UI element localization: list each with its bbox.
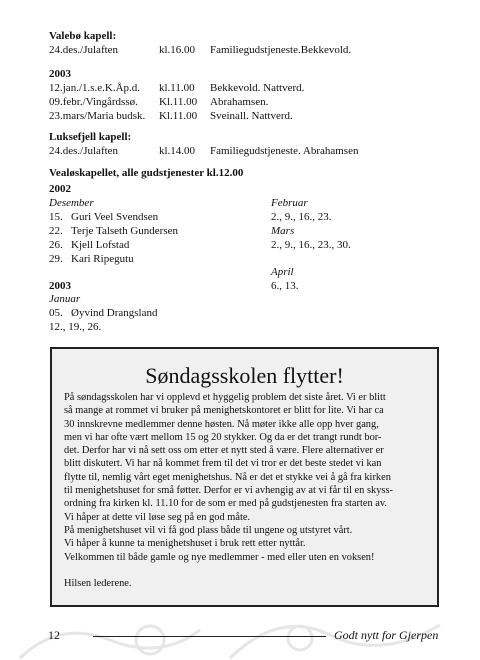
month-label: April <box>271 266 294 278</box>
date-list: 12., 19., 26. <box>49 321 102 333</box>
service-date: 24.des./Julaften <box>49 145 119 157</box>
article-line: På menighetshuset vil vi få god plass både til ungene og utstyret vårt. <box>64 524 353 536</box>
article-line: Vi håper at dette vil løse seg på en god måte. <box>64 511 251 523</box>
person-name: Øyvind Drangsland <box>71 307 158 319</box>
service-time: Kl.11.00 <box>159 110 198 122</box>
article-line: På søndagsskolen har vi opplevd et hyggelig problem det siste året. Vi er blitt <box>64 392 386 403</box>
article-line <box>64 564 434 577</box>
schedule-row <box>49 95 469 109</box>
page-number: 12 <box>48 628 60 642</box>
list-item <box>49 306 259 320</box>
service-date: 24.des./Julaften <box>49 44 119 56</box>
schedule-row <box>49 144 469 158</box>
list-item <box>49 224 259 238</box>
schedule-row <box>49 109 469 123</box>
day-number: 22. <box>49 225 63 237</box>
date-list: 2., 9., 16., 23., 30. <box>271 239 351 251</box>
service-date: 23.mars/Maria budsk. <box>49 110 146 122</box>
list-item <box>49 238 259 252</box>
luksefjell-heading: Luksefjell kapell: <box>49 131 132 143</box>
article-signoff: Hilsen lederene. <box>64 578 132 590</box>
article-line: blitt diskutert. Vi har nå kommet frem til det vi tror er det beste stedet vi kan <box>64 458 382 470</box>
valebo-heading: Valebø kapell: <box>49 30 117 42</box>
article-line: 30 innskrevne medlemmer denne høsten. Nå møter ikke alle opp hver gang, <box>64 418 379 430</box>
service-time: kl.14.00 <box>159 145 196 157</box>
person-name: Kari Ripegutu <box>71 253 134 265</box>
day-number: 29. <box>49 253 63 265</box>
day-number: 05. <box>49 307 63 319</box>
schedule-row <box>49 43 469 57</box>
article-line: det. Derfor har vi nå sett oss om etter et nytt sted å være. Flere alternativer er <box>64 445 384 457</box>
month-label: Januar <box>49 293 81 305</box>
service-description: Bekkevold. Nattverd. <box>210 82 305 94</box>
service-time: Kl.11.00 <box>159 96 198 108</box>
article-body <box>64 391 434 590</box>
schedule-row <box>49 81 469 95</box>
article-line: ordning fra kirken kl. 11.10 for de som er med på gudstjenesten fra starten av. <box>64 498 387 510</box>
month-label: Februar <box>271 197 308 209</box>
service-description: Familiegudstjeneste.Bekkevold. <box>210 44 352 56</box>
year-heading: 2003 <box>49 68 71 80</box>
article-line: flytte til, nemlig vårt eget menighetshus. Nå er det et stykke vei å gå fra kirken <box>64 471 391 483</box>
day-number: 26. <box>49 239 63 251</box>
article-line: så mange at rommet vi bruker på menighetskontoret er blitt for lite. Vi har ca <box>64 405 384 417</box>
day-number: 15. <box>49 211 63 223</box>
article-line: men vi har ofte vært mellom 15 og 20 stykker. Og da er det trangt rundt bor- <box>64 431 382 443</box>
publication-name: Godt nytt for Gjerpen <box>334 628 439 642</box>
service-description: Familiegudstjeneste. Abrahamsen <box>210 145 359 157</box>
article-line: til menighetshuset for små føtter. Derfor er vi avhengig av at vi får til en skyss- <box>64 485 393 497</box>
article-title: Søndagsskolen flytter! <box>145 363 344 388</box>
service-date: 12.jan./1.s.e.K.Åp.d. <box>49 82 141 94</box>
vealos-heading: Vealøskapellet, alle gudstjenester kl.12.00 <box>49 167 244 179</box>
footer-divider <box>93 636 326 637</box>
service-date: 09.febr./Vingårdssø. <box>49 96 138 108</box>
date-list: 6., 13. <box>271 280 299 292</box>
article-line: Vi håper å kunne ta menighetshuset i bruk rett etter nyttår. <box>64 538 306 550</box>
list-item <box>49 210 259 224</box>
person-name: Kjell Lofstad <box>71 239 130 251</box>
month-label: Desember <box>49 197 94 209</box>
service-description: Sveinall. Nattverd. <box>210 110 293 122</box>
article-line: Velkommen til både gamle og nye medlemmer - med eller uten en voksen! <box>64 551 375 563</box>
person-name: Terje Talseth Gundersen <box>71 225 178 237</box>
month-label: Mars <box>271 225 295 237</box>
service-time: kl.11.00 <box>159 82 195 94</box>
date-list: 2., 9., 16., 23. <box>271 211 332 223</box>
person-name: Guri Veel Svendsen <box>71 211 159 223</box>
service-description: Abrahamsen. <box>210 96 269 108</box>
year-heading: 2002 <box>49 183 71 195</box>
article-box <box>50 347 439 607</box>
year-heading: 2003 <box>49 280 71 292</box>
service-time: kl.16.00 <box>159 44 196 56</box>
list-item <box>49 252 259 266</box>
